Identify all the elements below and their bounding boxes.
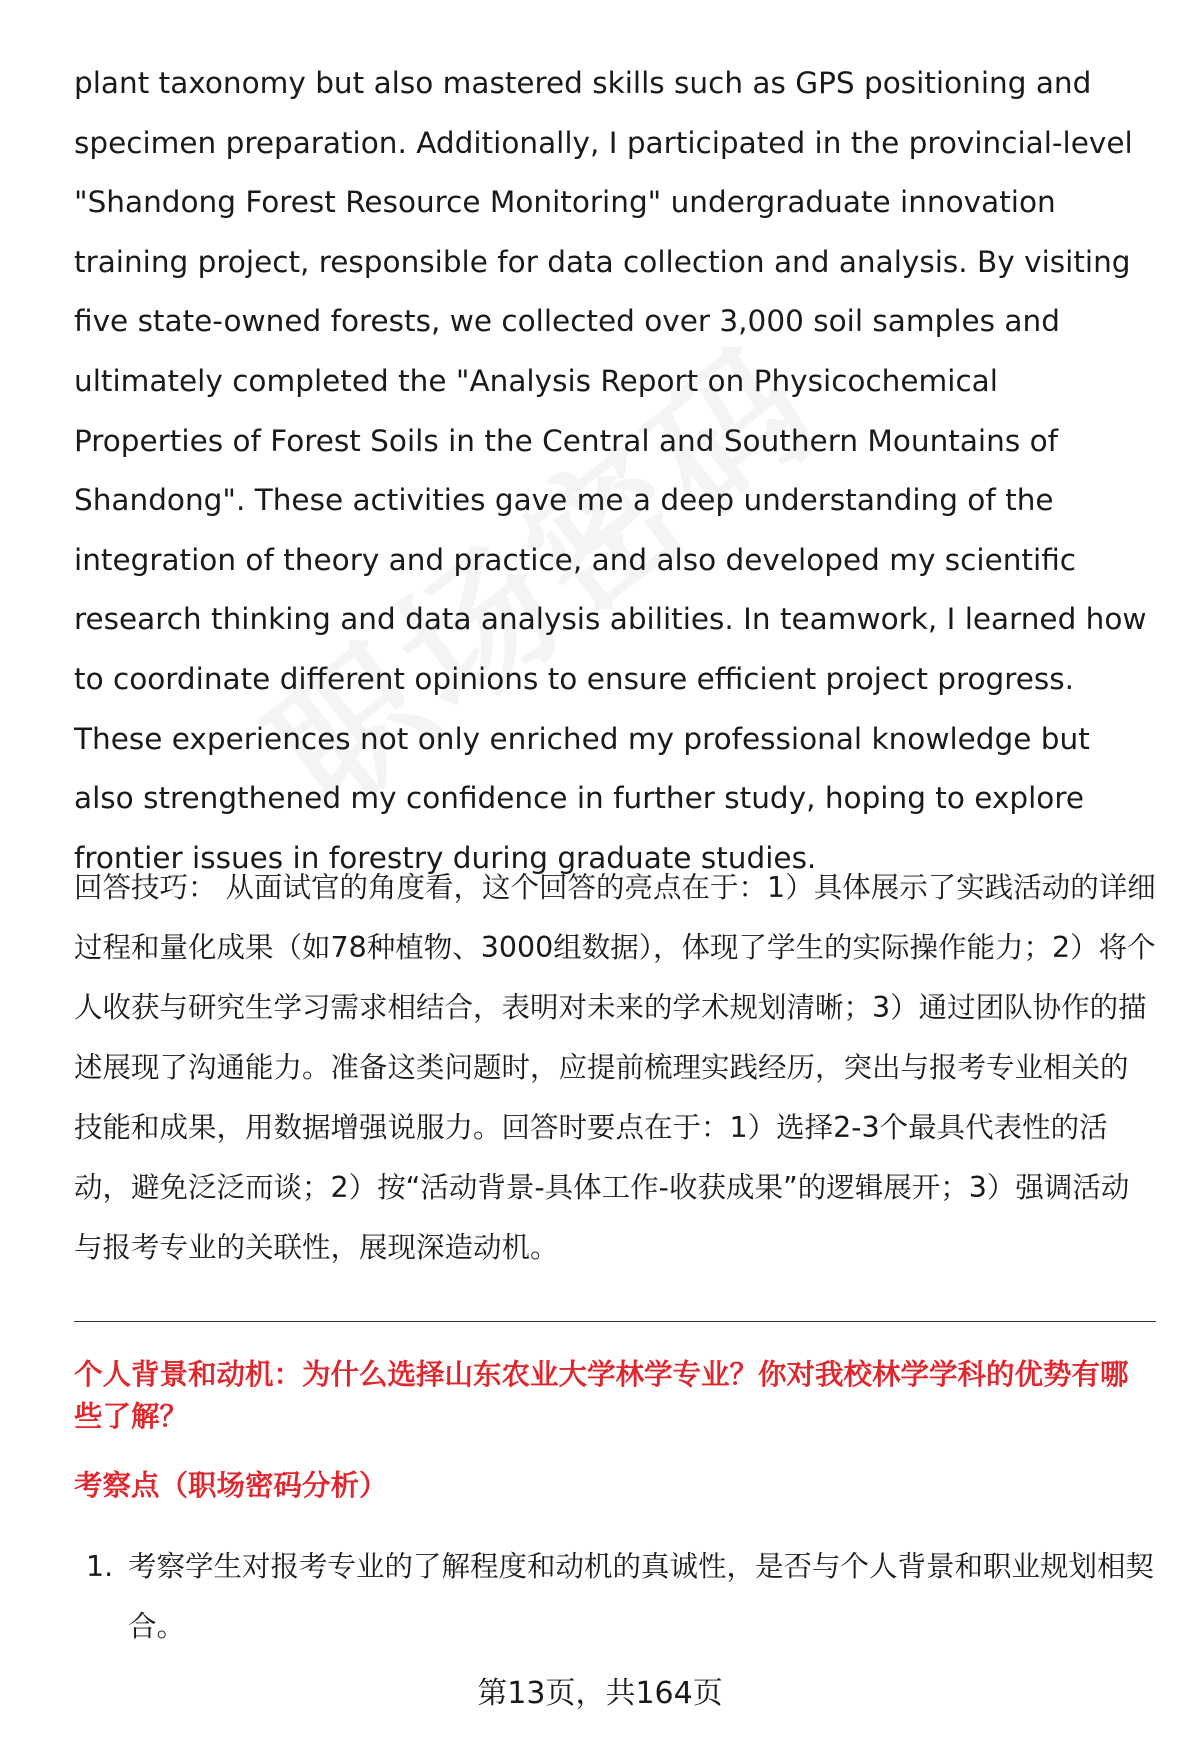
answer-tips-paragraph: 回答技巧： 从面试官的角度看，这个回答的亮点在于：1）具体展示了实践活动的详细过程和量化成果（如78种植物、3000组数据），体现了学生的实际操作能力；2）将个人收获与研究生学习需求相结合，表明对未来的学术规划清晰；3）通过团队协作的描述展现了沟通能力。准备这类问题时，应提前梳理实践经历，突出与报考专业相关的技能和成果，用数据增强说服力。回答时要点在于：1）选择2-3个最具代表性的活动，避免泛泛而谈；2）按“活动背景-具体工作-收获成果”的逻辑展开；3）强调活动与报考专业的关联性，展现深造动机。 [74, 871, 1156, 1264]
page-number: 第13页，共164页 [477, 1676, 723, 1711]
answer-paragraph: plant taxonomy but also mastered skills such as GPS positioning and specimen preparation. Additionally, I participated in the provincial-level "Shandong Forest Resource Monitoring" undergraduate innovation training project, responsible for data collection and analysis. By visiting five state-owned forests, we collected over 3,000 soil samples and ultimately completed the "Analysis Report on Physicochemical Properties of Forest Soils in the Central and Southern Mountains of Shandong". These activities gave me a deep understanding of the integration of theory and practice, and also developed my scientific research thinking and data analysis abilities. In teamwork, I learned how to coordinate different opinions to ensure efficient project progress. These experiences not only enriched my professional knowledge but also strengthened my confidence in further study, hoping to explore frontier issues in forestry during graduate studies. [74, 66, 1147, 875]
assessment-points-heading: 考察点（职场密码分析） [74, 1469, 388, 1502]
list-item-text: 考察学生对报考专业的了解程度和动机的真诚性，是否与个人背景和职业规划相契合。 [128, 1550, 1155, 1643]
assessment-points-list [74, 1537, 1156, 1657]
section-divider [74, 1321, 1156, 1322]
question-heading: 个人背景和动机：为什么选择山东农业大学林学专业？你对我校林学学科的优势有哪些了解？ [74, 1358, 1129, 1433]
list-item [74, 1537, 1156, 1657]
list-item-number: 1. [86, 1550, 114, 1583]
